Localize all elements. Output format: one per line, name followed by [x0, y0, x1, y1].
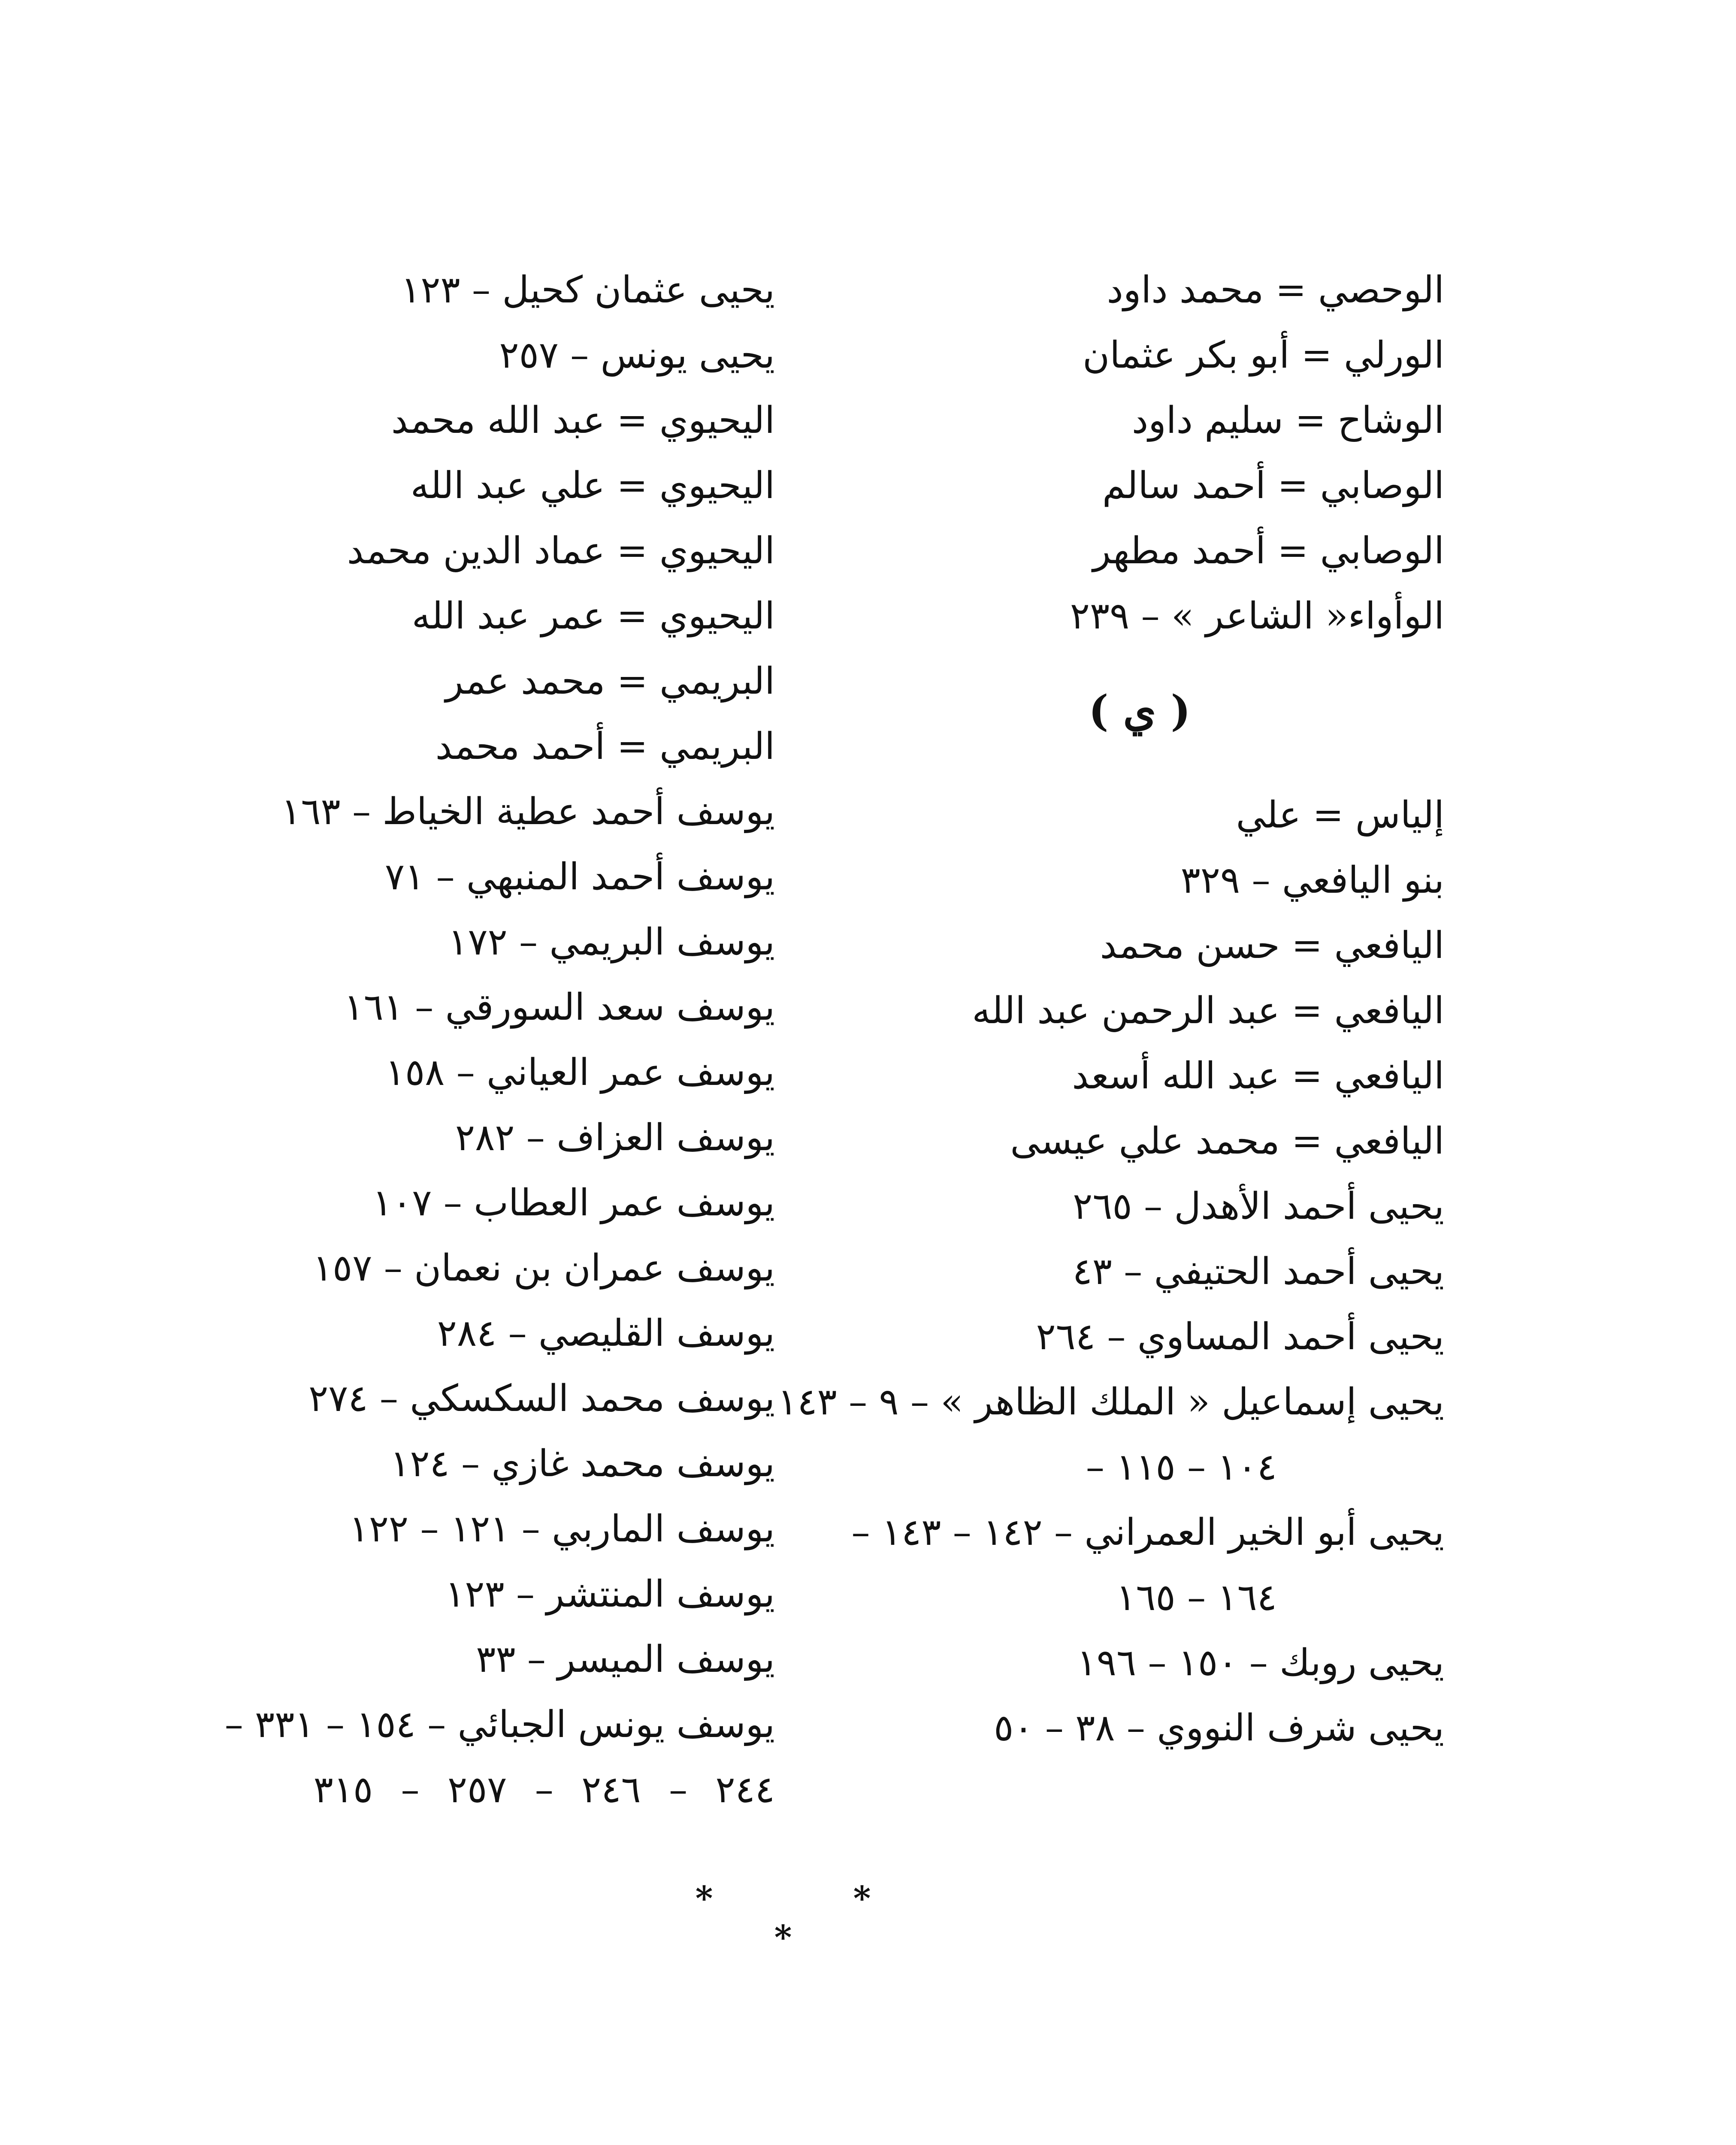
index-entry: اليحيوي = علي عبد الله	[410, 464, 775, 507]
index-entry: يوسف عمر العياني – ١٥٨	[385, 1051, 775, 1094]
index-entry: الوشاح = سليم داود	[1131, 399, 1444, 442]
index-entry: يوسف المنتشر – ١٢٣	[445, 1573, 775, 1616]
index-entry: يوسف أحمد عطية الخياط – ١٦٣	[281, 790, 775, 833]
index-entry: يوسف محمد غازي – ١٢٤	[390, 1442, 775, 1485]
index-entry: الوأواء« الشاعر » – ٢٣٩	[1070, 595, 1444, 637]
index-entry: اليافعي = عبد الله أسعد	[1072, 1054, 1444, 1097]
section-letter-heading: ( ي )	[1089, 686, 1191, 736]
index-entry: اليافعي = محمد علي عيسى	[1010, 1120, 1444, 1163]
index-entry: الوصابي = أحمد مطهر	[1092, 529, 1444, 572]
index-entry: يحيى إسماعيل « الملك الظاهر » – ٩ – ١٤٣	[777, 1381, 1444, 1423]
index-entry: اليحيوي = عبد الله محمد	[391, 399, 775, 442]
index-entry: يحيى يونس – ٢٥٧	[499, 334, 775, 377]
index-entry: يوسف عمران بن نعمان – ١٥٧	[312, 1247, 775, 1290]
index-column-left	[140, 257, 775, 1822]
index-entry: يوسف سعد السورقي – ١٦١	[344, 986, 775, 1029]
index-entry: يحيى عثمان كحيل – ١٢٣	[401, 269, 775, 311]
index-entry: الوصابي = أحمد سالم	[1102, 464, 1444, 507]
index-entry: إلياس = علي	[1236, 794, 1444, 837]
index-entry-continuation: ٢٤٤ – ٢٤٦ – ٢٥٧ – ٣١٥	[313, 1768, 775, 1811]
index-entry: يحيى أحمد الحتيفي – ٤٣	[1072, 1250, 1444, 1293]
index-entry: يوسف الميسر – ٣٣	[476, 1638, 775, 1681]
index-entry: يوسف يونس الجبائي – ١٥٤ – ٣٣١ –	[224, 1703, 775, 1746]
index-entry: الورلي = أبو بكر عثمان	[1083, 334, 1444, 377]
index-entry: يوسف أحمد المنبهي – ٧١	[384, 855, 775, 898]
index-entry: يحيى روبك – ١٥٠ – ١٩٦	[1077, 1641, 1444, 1684]
index-entry: اليافعي = عبد الرحمن عبد الله	[972, 989, 1444, 1032]
index-entry: بنو اليافعي – ٣٢٩	[1180, 859, 1444, 902]
index-entry: اليحيوي = عماد الدين محمد	[347, 529, 775, 572]
index-column-right	[777, 257, 1444, 1761]
index-entry: يوسف العزاف – ٢٨٢	[455, 1116, 775, 1159]
index-entry: يحيى أحمد المساوي – ٢٦٤	[1036, 1315, 1444, 1358]
index-entry: الوحصي = محمد داود	[1107, 269, 1444, 311]
index-entry: البريمي = أحمد محمد	[435, 725, 775, 768]
index-entry: يحيى شرف النووي – ٣٨ – ٥٠	[994, 1707, 1444, 1749]
index-entry: يوسف الماربي – ١٢١ – ١٢٢	[349, 1508, 775, 1550]
index-entry: اليحيوي = عمر عبد الله	[411, 595, 775, 637]
index-entry: يوسف محمد السكسكي – ٢٧٤	[308, 1377, 775, 1420]
index-entry: اليافعي = حسن محمد	[1100, 924, 1444, 967]
section-separator: * * *	[695, 1879, 935, 1957]
index-entry-continuation: ١٦٤ – ١٦٥	[1116, 1576, 1277, 1619]
index-entry: يوسف القليصي – ٢٨٤	[437, 1312, 775, 1355]
index-entry-continuation: – ١٠٤ – ١١٥	[1086, 1446, 1277, 1489]
index-entry: البريمي = محمد عمر	[445, 660, 775, 703]
index-entry: يوسف عمر العطاب – ١٠٧	[372, 1181, 775, 1224]
index-entry: يوسف البريمي – ١٧٢	[448, 921, 775, 964]
index-entry: يحيى أحمد الأهدل – ٢٦٥	[1073, 1185, 1444, 1228]
index-entry: يحيى أبو الخير العمراني – ١٤٢ – ١٤٣ –	[851, 1511, 1444, 1554]
